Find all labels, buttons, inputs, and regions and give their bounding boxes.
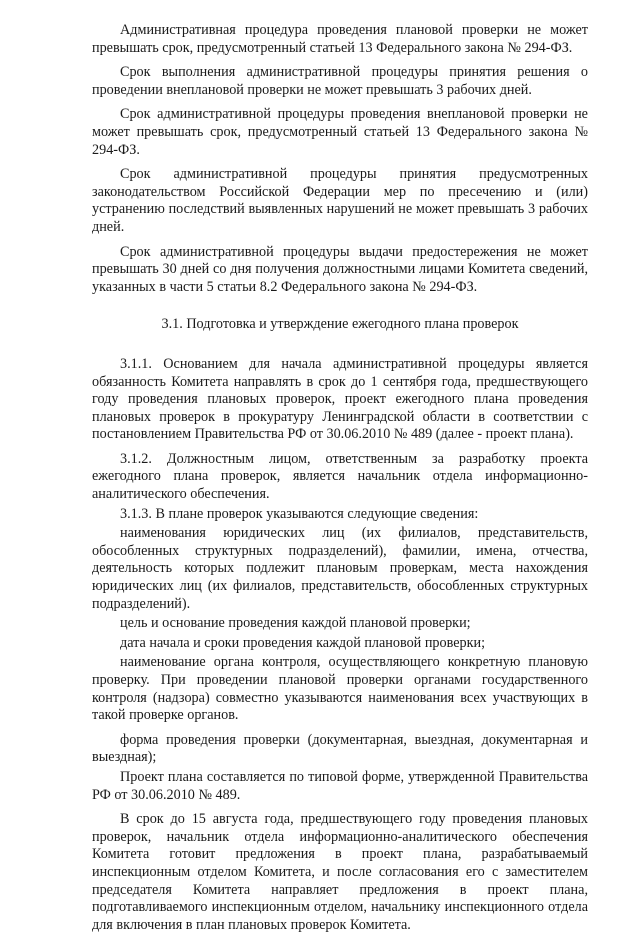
paragraph-3-1-2: 3.1.2. Должностным лицом, ответственным за разработку проекта ежегодного плана проверок, является начальник отдела информационно-аналитического обеспечения. xyxy=(92,450,588,503)
paragraph-list-goal: цель и основание проведения каждой плановой проверки; xyxy=(120,615,471,632)
paragraph-list-form: форма проведения проверки (документарная, выездная, документарная и выездная); xyxy=(92,731,588,766)
paragraph-3-1-1: 3.1.1. Основанием для начала административной процедуры является обязанность Комитета направлять в срок до 1 сентября года, предшествующего году проведения плановых проверок, проект ежегодного плана проведения плановых проверок в прокуратуру Ленинградской области в соответствии с постановлением Правительства РФ от 30.06.2010 № 489 (далее - проект плана). xyxy=(92,355,588,443)
paragraph-plan-form: Проект плана составляется по типовой форме, утвержденной Правительства РФ от 30.06.2010 № 489. xyxy=(92,768,588,803)
paragraph-list-dates: дата начала и сроки проведения каждой плановой проверки; xyxy=(120,634,486,651)
paragraph-3-1-3: 3.1.3. В плане проверок указываются следующие сведения: xyxy=(120,505,479,522)
paragraph-intro-1: Административная процедура проведения плановой проверки не может превышать срок, предусмотренный статьей 13 Федерального закона № 294-ФЗ. xyxy=(92,22,588,56)
paragraph-list-authority: наименование органа контроля, осуществляющего конкретную плановую проверку. При проведении плановой проверки органами государственного контроля (надзора) совместно указываются наименования всех участвующих в такой проверке органов. xyxy=(92,654,588,724)
paragraph-august-deadline: В срок до 15 августа года, предшествующего году проведения плановых проверок, начальник отдела информационно-аналитического обеспечения Комитета готовит предложения в проект плана, разрабатываемый инспекционным отделом Комитета, и после согласования его с заместителем председателя Комитета направляет предложения в проект плана, подготавливаемого инспекционным отделом, начальнику инспекционного отдела для включения в план плановых проверок Комитета. xyxy=(92,811,588,933)
paragraph-list-names: наименования юридических лиц (их филиалов, представительств, обособленных структурных подразделений), фамилии, имена, отчества, деятельность которых подлежит плановым проверкам, места нахождения юридических лиц (их филиалов, представительств, обособленных структурных подразделений). xyxy=(92,525,588,612)
document-page xyxy=(92,22,588,936)
paragraph-intro-5: Срок административной процедуры выдачи предостережения не может превышать 30 дней со дня получения должностными лицами Комитета сведений, указанных в части 5 статьи 8.2 Федерального закона № 294-ФЗ. xyxy=(92,243,588,295)
section-heading: 3.1. Подготовка и утверждение ежегодного плана проверок xyxy=(161,316,519,333)
paragraph-intro-4: Срок административной процедуры принятия предусмотренных законодательством Российской Федерации мер по пресечению и (или) устранению последствий выявленных нарушений не может превышать 3 рабочих дней. xyxy=(92,166,588,235)
paragraph-intro-2: Срок выполнения административной процедуры принятия решения о проведении внеплановой проверки не может превышать 3 рабочих дней. xyxy=(92,64,588,98)
paragraph-intro-3: Срок административной процедуры проведения внеплановой проверки не может превышать срок, предусмотренный статьей 13 Федерального закона № 294-ФЗ. xyxy=(92,106,588,158)
